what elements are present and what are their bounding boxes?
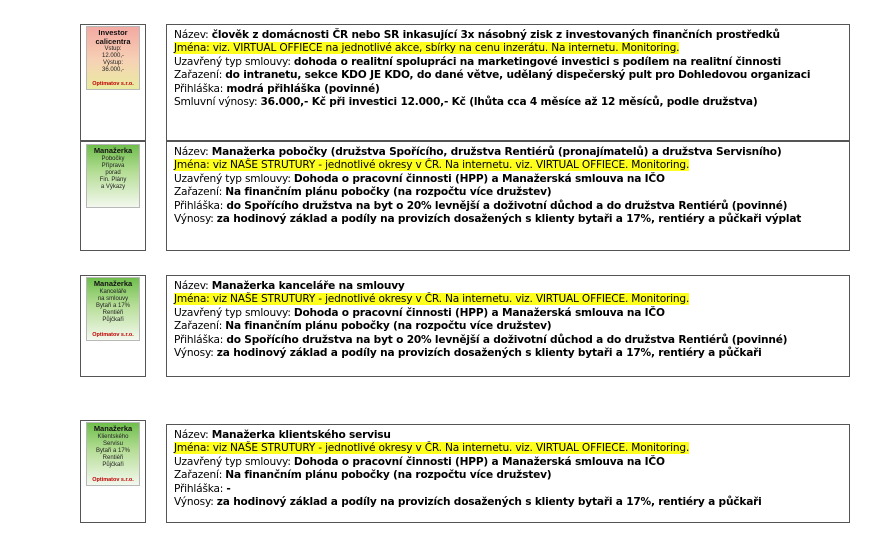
card-title-line: Investor [98,28,128,37]
value: 36.000,- Kč při investici 12.000,- Kč (lhůta cca 4 měsíce až 12 měsíců, podle družstva) [260,95,758,108]
line-smlouva [174,56,849,69]
line-nazev [174,429,849,442]
label: Smluvní výnosy: [174,95,258,108]
card-line: Kanceláře [99,288,127,295]
card-line: Bytaři a 17% [95,447,131,454]
card-line: Servisu [102,440,123,447]
value: Dohoda o pracovní činnosti (HPP) a Manažerská smlouva na IČO [293,306,665,319]
value: viz. VIRTUAL OFFIECE na jednotlivé akce, sbírky na cenu inzerátu. Na internetu. Monitoring. [212,42,680,55]
card-title-line: calicentra [95,36,131,46]
value: Na finančním plánu pobočky (na rozpočtu více družstev) [225,186,552,199]
label: Název: [174,280,209,292]
label: Zařazení: [174,186,223,199]
line-nazev [174,280,849,293]
card-line: na smlouvy [97,295,129,302]
value: do intranetu, sekce KDO JE KDO, do dané větve, udělaný dispečerský pult pro Dohledovou organizaci [225,69,811,82]
line-smlouva [174,456,849,469]
line-vynosy [174,96,849,109]
value: Manažerka kanceláře na smlouvy [211,280,405,292]
label: Uzavřený typ smlouvy: [174,172,291,185]
line-zarazeni [174,320,849,333]
manager-card-image [86,144,140,208]
value: Na finančním plánu pobočky (na rozpočtu více družstev) [225,469,552,482]
line-jmena [174,442,849,455]
value: do Spořícího družstva na byt o 20% levnější a doživotní důchod a do družstva Rentiérů (povinné) [226,199,788,212]
label: Uzavřený typ smlouvy: [174,306,291,319]
line-jmena [174,159,849,172]
card-line: Vstup: [104,46,122,52]
value: viz NAŠE STRUTURY - jednotlivé okresy v ČR. Na internetu. viz. VIRTUAL OFFIECE. Monitoring. [212,293,690,306]
manager-card-image [86,422,140,486]
value: za hodinový základ a podíly na provizích dosažených s klienty bytaři a 17%, rentiéry a půčkaři [216,495,762,508]
line-smlouva [174,173,849,186]
line-zarazeni [174,186,849,199]
card-brand: Optimatov s.r.o. [92,477,134,483]
line-nazev [174,146,849,159]
highlighted-text [174,442,689,454]
label: Jména: [174,42,210,55]
description-box [166,275,850,377]
line-smlouva [174,307,849,320]
value: za hodinový základ a podíly na provizích dosažených s klienty bytaři a 17%, rentiéry a půčkaři výplat [216,212,802,225]
label: Přihláška: [174,199,224,212]
value: člověk z domácnosti ČR nebo SR inkasující 3x násobný zisk z investovaných finančních prostředků [211,29,780,41]
manager-card-image [86,277,140,341]
card-line: Bytaři a 17% [95,302,131,309]
card-line: Fin. Plány [99,176,127,183]
card-line: Rentiéři [102,309,124,316]
card-line: 12.000,- [101,53,125,59]
value: viz NAŠE STRUTURY - jednotlivé okresy v ČR. Na internetu. viz. VIRTUAL OFFIECE. Monitoring. [212,159,690,172]
line-jmena [174,42,849,55]
card-line: Půjčkaři [102,461,124,468]
card-title-line: Manažerka [93,146,133,155]
card-line: porad [105,169,121,176]
label: Výnosy: [174,212,214,225]
line-vynosy [174,213,849,226]
label: Název: [174,429,209,441]
label: Přihláška: [174,333,224,346]
line-vynosy [174,347,849,360]
label: Uzavřený typ smlouvy: [174,55,291,68]
label: Jména: [174,442,210,455]
card-line: Výstup: [102,60,123,66]
card-line: a Výkazy [100,183,126,190]
line-zarazeni [174,469,849,482]
value: za hodinový základ a podíly na provizích dosažených s klienty bytaři a 17%, rentiéry a půčkaři [216,346,762,359]
value: - [226,482,231,495]
description-box [166,141,850,251]
label: Jména: [174,159,210,172]
card-brand: Optimatov s.r.o. [92,332,134,338]
value: Dohoda o pracovní činnosti (HPP) a Manažerská smlouva na IČO [293,172,665,185]
line-vynosy [174,496,849,509]
highlighted-text [174,159,689,171]
card-line: Příprava [101,162,125,169]
label: Zařazení: [174,69,223,82]
card-title-line: Manažerka [93,279,133,288]
value: modrá přihláška (povinné) [226,82,380,95]
value: Manažerka klientského servisu [211,429,391,441]
value: viz NAŠE STRUTURY - jednotlivé okresy v ČR. Na internetu. viz. VIRTUAL OFFIECE. Monitoring. [212,442,690,455]
label: Výnosy: [174,495,214,508]
label: Přihláška: [174,82,224,95]
value: dohoda o realitní spolupráci na marketingové investici s podílem na realitní činnosti [293,55,782,68]
value: do Spořícího družstva na byt o 20% levnější a doživotní důchod a do družstva Rentiérů (povinné) [226,333,788,346]
line-prihlaska [174,483,849,496]
label: Přihláška: [174,482,224,495]
label: Jména: [174,293,210,306]
line-prihlaska [174,334,849,347]
label: Název: [174,146,209,158]
description-box [166,24,850,141]
label: Uzavřený typ smlouvy: [174,455,291,468]
value: Dohoda o pracovní činnosti (HPP) a Manažerská smlouva na IČO [293,455,665,468]
card-line: Půjčkaři [102,316,124,323]
line-prihlaska [174,200,849,213]
line-nazev [174,29,849,42]
investor-card-image [86,26,140,90]
label: Zařazení: [174,469,223,482]
card-brand: Optimatov s.r.o. [92,81,134,87]
line-prihlaska [174,83,849,96]
card-line: 36.000,- [101,67,125,73]
highlighted-text [174,293,689,305]
label: Zařazení: [174,320,223,333]
description-box [166,424,850,523]
value: Manažerka pobočky (družstva Spořícího, družstva Rentiérů (pronajímatelů) a družstva Servisního) [211,146,782,158]
value: Na finančním plánu pobočky (na rozpočtu více družstev) [225,320,552,333]
card-line: Klientského [97,433,129,440]
line-zarazeni [174,69,849,82]
label: Název: [174,29,209,41]
highlighted-text [174,42,679,54]
card-title-line: Manažerka [93,424,133,433]
label: Výnosy: [174,346,214,359]
line-jmena [174,293,849,306]
card-line: Pobočky [101,155,125,162]
card-line: Rentiéři [102,454,124,461]
